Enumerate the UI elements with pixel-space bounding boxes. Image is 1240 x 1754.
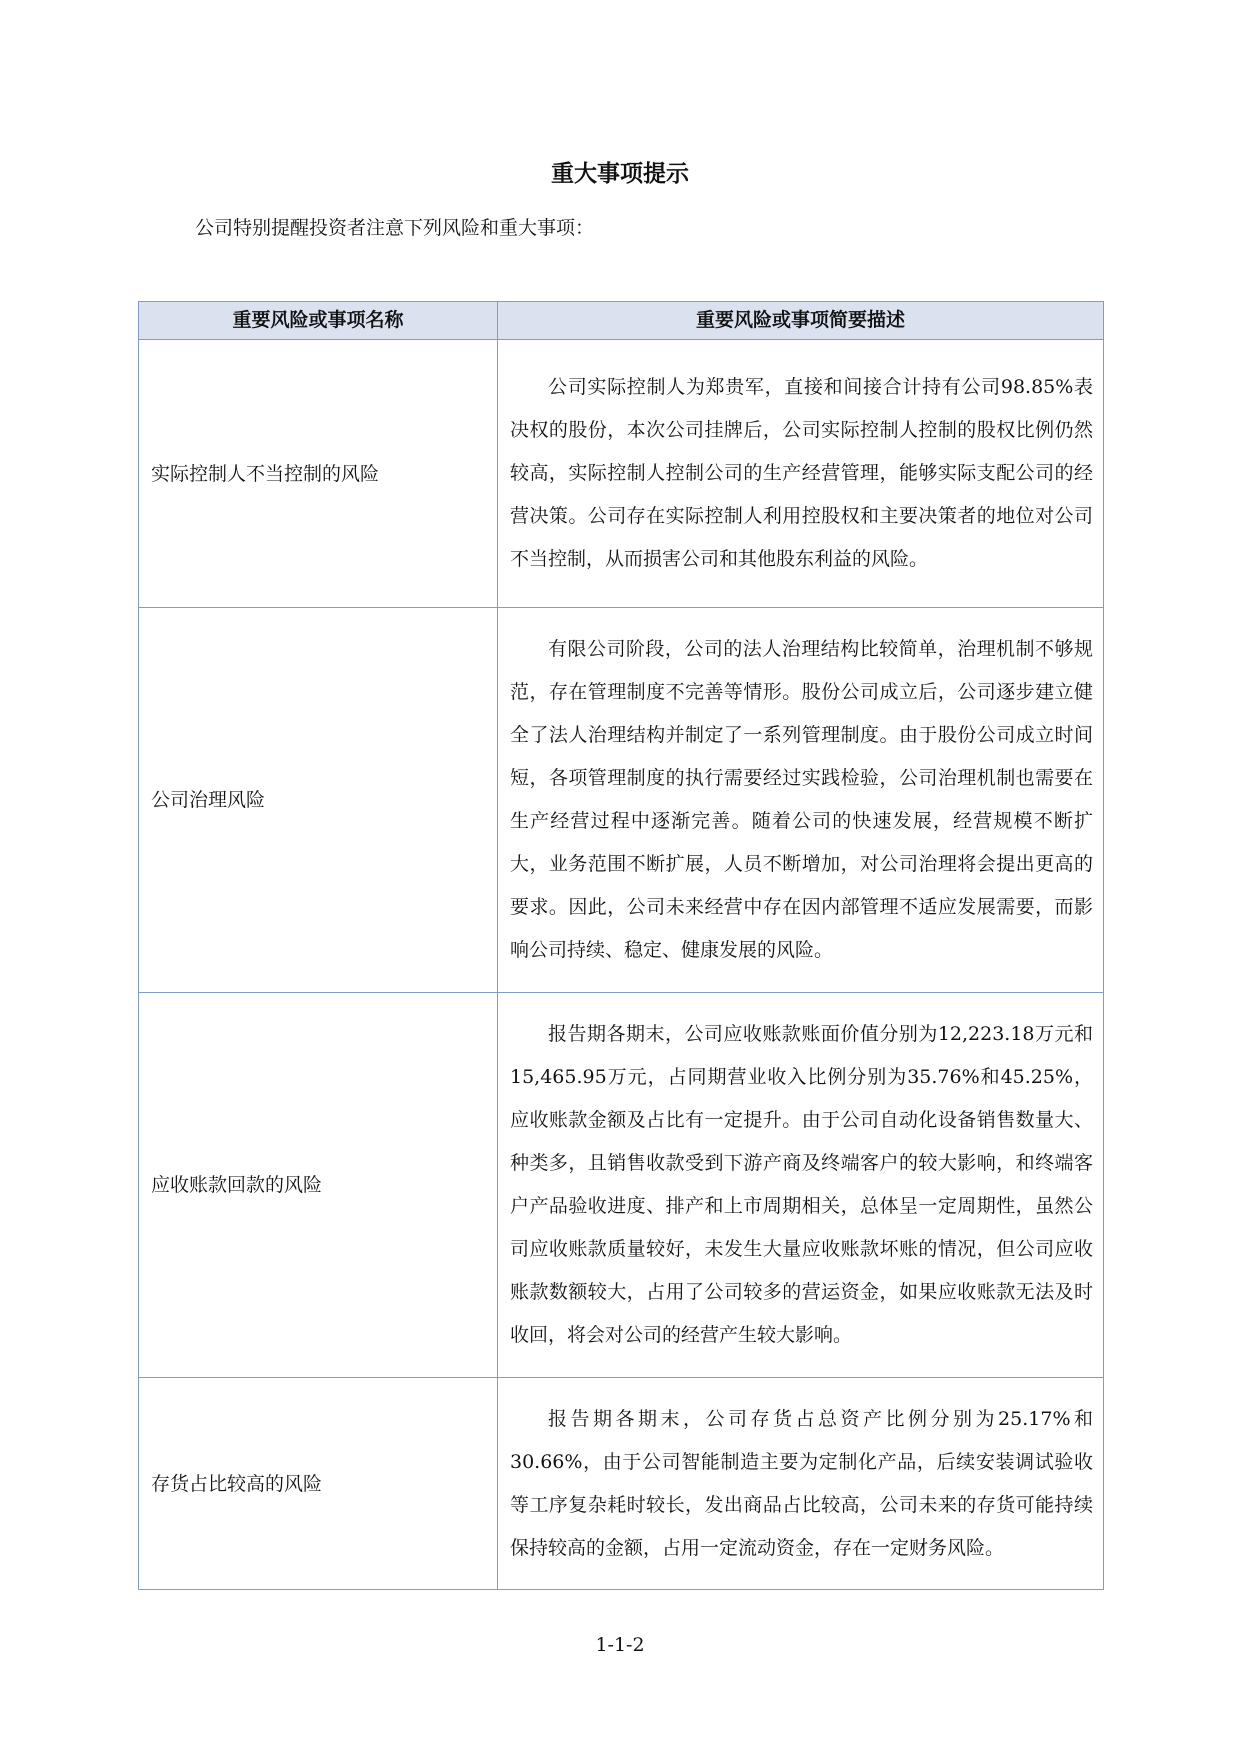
- page-number: 1-1-2: [595, 1634, 645, 1656]
- risk-name: 实际控制人不当控制的风险: [139, 340, 498, 608]
- table-header-row: [139, 302, 1104, 340]
- page-title: 重大事项提示: [551, 160, 689, 187]
- table-row: [139, 608, 1104, 993]
- header-risk-description: 重要风险或事项简要描述: [498, 302, 1104, 340]
- table-row: [139, 1378, 1104, 1590]
- risk-description: 公司实际控制人为郑贵军，直接和间接合计持有公司98.85%表决权的股份，本次公司挂牌后，公司实际控制人控制的股权比例仍然较高，实际控制人控制公司的生产经营管理，能够实际支配公司的经营决策。公司存在实际控制人利用控股权和主要决策者的地位对公司不当控制，从而损害公司和其他股东利益的风险。: [498, 340, 1104, 608]
- risk-table: [138, 301, 1104, 1590]
- table-row: [139, 340, 1104, 608]
- risk-description: 报告期各期末，公司应收账款账面价值分别为12,223.18万元和15,465.95万元，占同期营业收入比例分别为35.76%和45.25%，应收账款金额及占比有一定提升。由于公司自动化设备销售数量大、种类多，且销售收款受到下游产商及终端客户的较大影响，和终端客户产品验收进度、排产和上市周期相关，总体呈一定周期性，虽然公司应收账款质量较好，未发生大量应收账款坏账的情况，但公司应收账款数额较大，占用了公司较多的营运资金，如果应收账款无法及时收回，将会对公司的经营产生较大影响。: [498, 993, 1104, 1378]
- risk-description: 报告期各期末，公司存货占总资产比例分别为25.17%和30.66%，由于公司智能制造主要为定制化产品，后续安装调试验收等工序复杂耗时较长，发出商品占比较高，公司未来的存货可能持续保持较高的金额，占用一定流动资金，存在一定财务风险。: [498, 1378, 1104, 1590]
- risk-name: 应收账款回款的风险: [139, 993, 498, 1378]
- risk-name: 公司治理风险: [139, 608, 498, 993]
- risk-name: 存货占比较高的风险: [139, 1378, 498, 1590]
- risk-description: 有限公司阶段，公司的法人治理结构比较简单，治理机制不够规范，存在管理制度不完善等情形。股份公司成立后，公司逐步建立健全了法人治理结构并制定了一系列管理制度。由于股份公司成立时间短，各项管理制度的执行需要经过实践检验，公司治理机制也需要在生产经营过程中逐渐完善。随着公司的快速发展，经营规模不断扩大，业务范围不断扩展，人员不断增加，对公司治理将会提出更高的要求。因此，公司未来经营中存在因内部管理不适应发展需要，而影响公司持续、稳定、健康发展的风险。: [498, 608, 1104, 993]
- table-row: [139, 993, 1104, 1378]
- intro-text: 公司特别提醒投资者注意下列风险和重大事项：: [195, 217, 595, 239]
- header-risk-name: 重要风险或事项名称: [139, 302, 498, 340]
